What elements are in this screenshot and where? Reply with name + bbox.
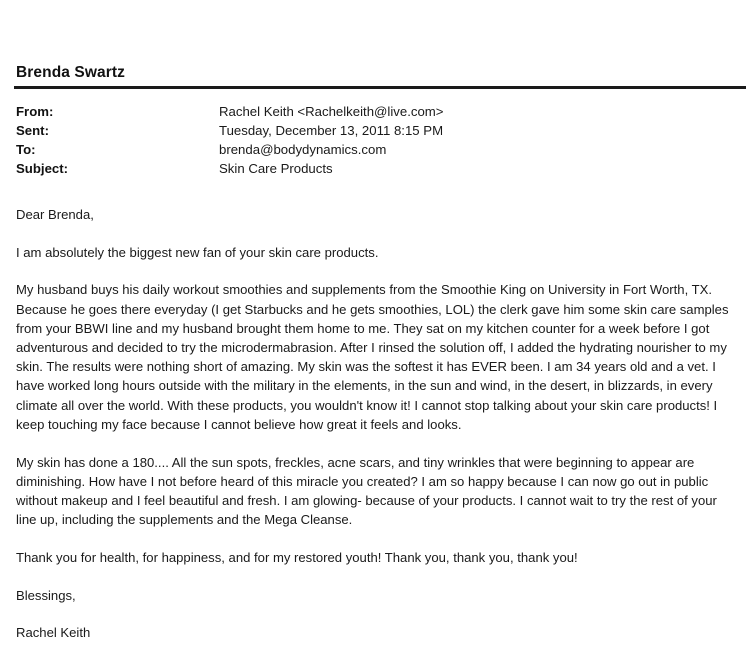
closing: Blessings, [16,587,76,603]
subject-value: Skin Care Products [219,161,333,176]
from-row [16,104,736,123]
subject-row [16,161,736,180]
mailbox-owner-name: Brenda Swartz [16,64,125,81]
body-paragraph: Thank you for health, for happiness, and for my restored youth! Thank you, thank you, thank you! [16,549,578,565]
greeting: Dear Brenda, [16,207,94,222]
body-paragraph: My husband buys his daily workout smoothies and supplements from the Smoothie King on University in Fort Worth, TX. Because he goes there everyday (I get Starbucks and he gets smoothies, LOL) the clerk gave him some skin care samples from your BBWI line and my husband brought them home to me. They sat on my kitchen counter for a week before I got adventurous and decided to try the microdermabrasion. After I rinsed the solution off, I added the hydrating nourisher to my skin. The results were nothing short of amazing. My skin was the softest it has EVER been. I am 34 years old and a vet. I have worked long hours outside with the military in the elements, in the sun and wind, in the desert, in blizzards, in every climate all over the world. With these products, you wouldn't know it! I cannot stop talking about your skin care products! I keep touching my face because I cannot believe how great it feels and looks. [16,282,729,432]
from-label: From: [16,104,54,119]
sent-label: Sent: [16,123,49,138]
from-value: Rachel Keith <Rachelkeith@live.com> [219,104,444,119]
body-paragraph: I am absolutely the biggest new fan of your skin care products. [16,244,379,260]
subject-label: Subject: [16,161,69,176]
header-divider [14,86,746,89]
signature: Rachel Keith [16,625,91,641]
sent-value: Tuesday, December 13, 2011 8:15 PM [219,123,444,138]
to-row [16,142,736,161]
to-value: brenda@bodydynamics.com [219,142,387,157]
body-paragraph: My skin has done a 180.... All the sun spots, freckles, acne scars, and tiny wrinkles that were beginning to appear are diminishing. How have I not before heard of this miracle you created? I am so happy because I can now go out in public without makeup and I feel beautiful and fresh. I am glowing- because of your products. I cannot wait to try the rest of your line up, including the supplements and the Mega Cleanse. [16,454,717,528]
email-body [16,205,740,661]
sent-row [16,123,736,142]
to-label: To: [16,142,36,157]
email-headers [16,104,736,180]
